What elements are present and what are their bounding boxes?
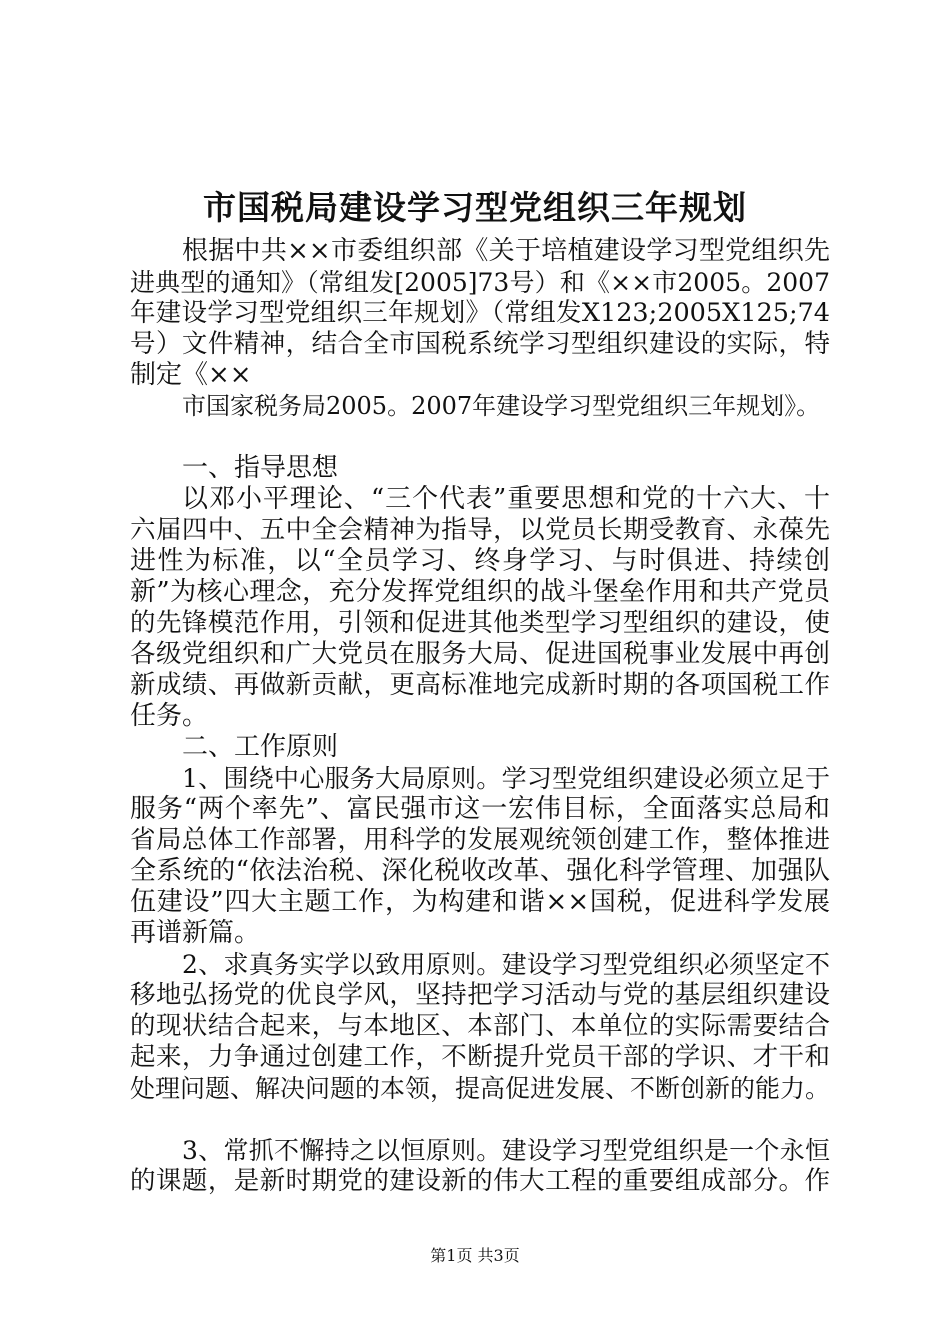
text-line: 全系统的“依法治税、深化税收改革、强化科学管理、加强队: [130, 856, 830, 886]
text-line: 再谱新篇。: [130, 918, 261, 948]
text-line: 的课题，是新时期党的建设新的伟大工程的重要组成部分。作: [130, 1166, 830, 1196]
section-heading: 一、指导思想: [182, 453, 339, 483]
blank-line: [130, 1104, 830, 1135]
text-line: 任务。: [130, 701, 209, 731]
document-body: [130, 236, 830, 1197]
text-line: 的先锋模范作用，引领和促进其他类型学习型组织的建设，使: [130, 608, 830, 638]
text-line: 1、围绕中心服务大局原则。学习型党组织建设必须立足于: [182, 764, 830, 793]
text-line: 进典型的通知》（常组发[2005]73号）和《××市2005。2007: [130, 268, 830, 297]
text-line: 新”为核心理念，充分发挥党组织的战斗堡垒作用和共产党员: [130, 577, 830, 607]
section-heading: 二、工作原则: [182, 732, 339, 762]
text-line: 进性为标准，以“全员学习、终身学习、与时俱进、持续创: [130, 546, 830, 576]
text-line: 3、常抓不懈持之以恒原则。建设学习型党组织是一个永恒: [182, 1136, 830, 1165]
text-line: 以邓小平理论、“三个代表”重要思想和党的十六大、十: [182, 484, 830, 514]
text-line: 移地弘扬党的优良学风，坚持把学习活动与党的基层组织建设: [130, 980, 830, 1010]
text-line: 服务“两个率先”、富民强市这一宏伟目标，全面落实总局和: [130, 794, 830, 824]
text-line: 伍建设”四大主题工作，为构建和谐××国税，促进科学发展: [130, 887, 830, 917]
document-title: 市国税局建设学习型党组织三年规划: [203, 188, 747, 227]
text-line: 制定《××: [130, 360, 252, 390]
text-line: 各级党组织和广大党员在服务大局、促进国税事业发展中再创: [130, 639, 830, 669]
text-line: 年建设学习型党组织三年规划》（常组发X123;2005X125;74: [130, 298, 830, 328]
text-line: 根据中共××市委组织部《关于培植建设学习型党组织先: [182, 236, 830, 266]
text-line: 市国家税务局2005。2007年建设学习型党组织三年规划》。: [182, 392, 821, 420]
text-line: 的现状结合起来，与本地区、本部门、本单位的实际需要结合: [130, 1011, 830, 1041]
text-line: 号）文件精神，结合全市国税系统学习型组织建设的实际，特: [130, 329, 830, 359]
page-number-footer: 第1页 共3页: [430, 1246, 520, 1265]
text-line: 六届四中、五中全会精神为指导，以党员长期受教育、永葆先: [130, 515, 830, 545]
text-line: 处理问题、解决问题的本领，提高促进发展、不断创新的能力。: [130, 1074, 831, 1103]
text-line: 2、求真务实学以致用原则。建设学习型党组织必须坚定不: [182, 950, 830, 979]
text-line: 新成绩、再做新贡献，更高标准地完成新时期的各项国税工作: [130, 670, 830, 700]
blank-line: [130, 422, 830, 453]
text-line: 省局总体工作部署，用科学的发展观统领创建工作，整体推进: [130, 825, 830, 855]
text-line: 起来，力争通过创建工作，不断提升党员干部的学识、才干和: [130, 1042, 830, 1072]
